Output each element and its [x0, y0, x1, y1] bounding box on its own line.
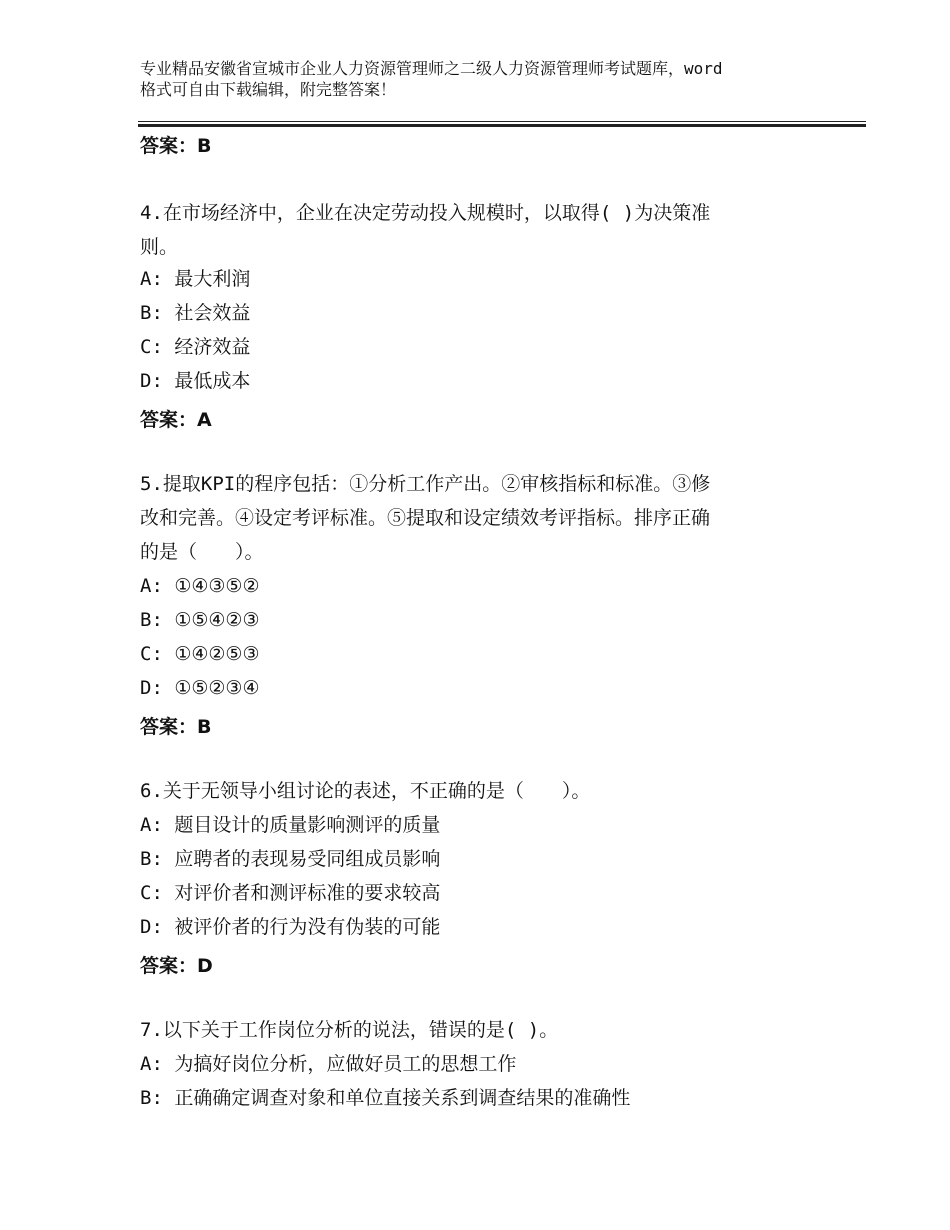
header-divider-thick	[138, 124, 866, 127]
answer-q6: 答案：D	[140, 955, 213, 977]
question-6-option-a: A: 题目设计的质量影响测评的质量	[140, 814, 441, 836]
question-4-stem-line-1: 4.在市场经济中，企业在决定劳动投入规模时，以取得( )为决策准	[140, 202, 711, 224]
header-divider-thin	[138, 121, 866, 122]
question-7-stem	[140, 1013, 800, 1047]
question-6-stem-line-1: 6.关于无领导小组讨论的表述，不正确的是（ ）。	[140, 780, 591, 802]
question-4-option-c: C: 经济效益	[140, 336, 251, 358]
question-6-stem	[140, 774, 800, 808]
answer-q4: 答案：A	[140, 409, 212, 431]
question-4-option-b: B: 社会效益	[140, 302, 251, 324]
question-5-option-c: C: ①④②⑤③	[140, 643, 260, 665]
answer-q5: 答案：B	[140, 716, 212, 738]
question-6-option-d: D: 被评价者的行为没有伪装的可能	[140, 916, 441, 938]
question-5-stem-line-2: 改和完善。④设定考评标准。⑤提取和设定绩效考评指标。排序正确	[140, 507, 711, 529]
question-4-option-a: A: 最大利润	[140, 268, 251, 290]
question-5-option-d: D: ①⑤②③④	[140, 677, 260, 699]
header-line-2: 格式可自由下载编辑，附完整答案！	[140, 80, 397, 99]
question-7-stem-line-1: 7.以下关于工作岗位分析的说法，错误的是( )。	[140, 1019, 559, 1041]
question-5-stem	[140, 467, 800, 569]
question-4-stem-line-2: 则。	[140, 236, 179, 258]
question-7-option-a: A: 为搞好岗位分析，应做好员工的思想工作	[140, 1053, 517, 1075]
question-5-stem-line-3: 的是（ ）。	[140, 541, 264, 563]
question-7-option-b: B: 正确确定调查对象和单位直接关系到调查结果的准确性	[140, 1087, 631, 1109]
question-5-stem-line-1: 5.提取KPI的程序包括：①分析工作产出。②审核指标和标准。③修	[140, 473, 711, 495]
document-header	[140, 58, 830, 100]
header-line-1: 专业精品安徽省宣城市企业人力资源管理师之二级人力资源管理师考试题库，word	[140, 59, 723, 78]
question-6-option-c: C: 对评价者和测评标准的要求较高	[140, 882, 441, 904]
question-4-stem	[140, 196, 800, 264]
question-6-option-b: B: 应聘者的表现易受同组成员影响	[140, 848, 441, 870]
question-5-option-a: A: ①④③⑤②	[140, 575, 260, 597]
question-4-option-d: D: 最低成本	[140, 370, 251, 392]
answer-q3: 答案：B	[140, 135, 212, 157]
question-5-option-b: B: ①⑤④②③	[140, 609, 260, 631]
